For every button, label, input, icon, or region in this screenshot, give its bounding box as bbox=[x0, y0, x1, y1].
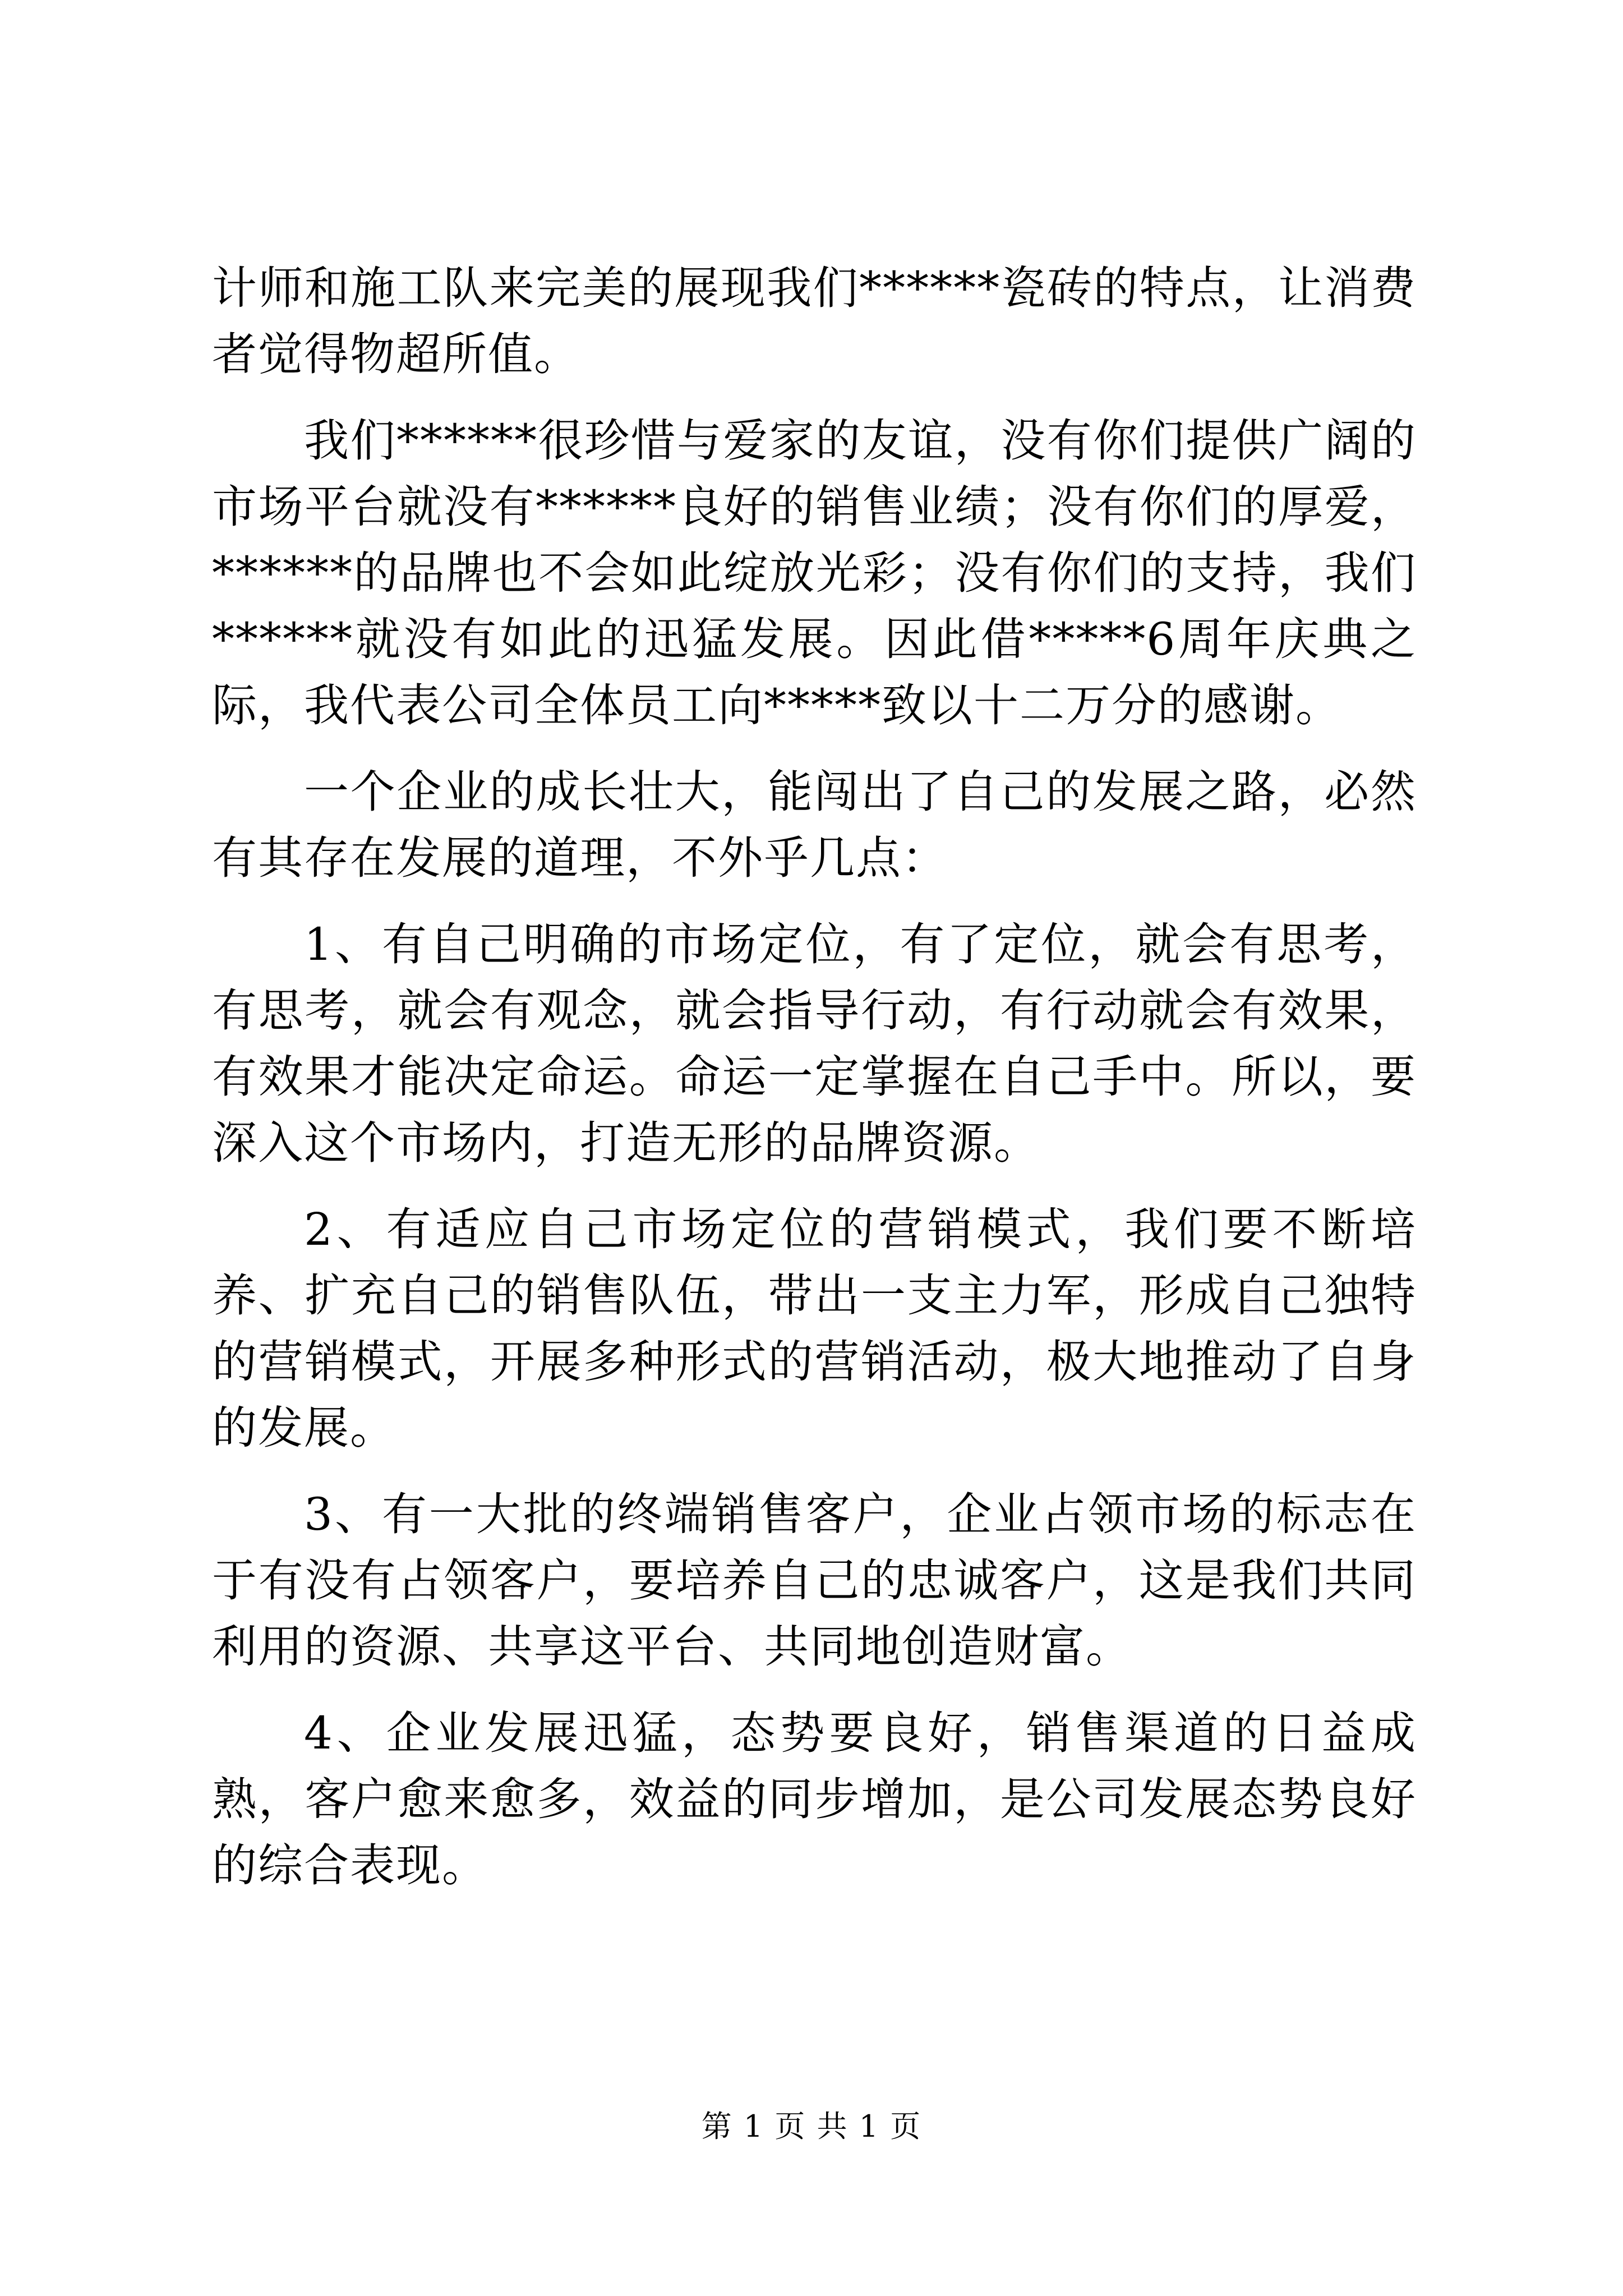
paragraph-2: 我们******很珍惜与爱家的友谊，没有你们提供广阔的市场平台就没有******良好的销售业绩；没有你们的厚爱，******的品牌也不会如此绽放光彩；没有你们的支持，我们******就没有如此的迅猛发展。因此借*****6周年庆典之际，我代表公司全体员工向*****致以十二万分的感谢。 bbox=[212, 415, 1417, 731]
page-number-label: 第 1 页 共 1 页 bbox=[701, 2109, 922, 2144]
document-body bbox=[212, 255, 1417, 1919]
paragraph-3: 一个企业的成长壮大，能闯出了自己的发展之路，必然有其存在发展的道理，不外乎几点： bbox=[212, 766, 1417, 884]
page-footer bbox=[0, 2107, 1623, 2146]
paragraph-6: 3、有一大批的终端销售客户，企业占领市场的标志在于有没有占领客户，要培养自己的忠诚客户，这是我们共同利用的资源、共享这平台、共同地创造财富。 bbox=[212, 1488, 1417, 1673]
paragraph-1: 计师和施工队来完美的展现我们******瓷砖的特点，让消费者觉得物超所值。 bbox=[212, 262, 1417, 380]
paragraph-4: 1、有自己明确的市场定位，有了定位，就会有思考，有思考，就会有观念，就会指导行动，有行动就会有效果，有效果才能决定命运。命运一定掌握在自己手中。所以，要深入这个市场内，打造无形的品牌资源。 bbox=[212, 918, 1417, 1169]
paragraph-5: 2、有适应自己市场定位的营销模式，我们要不断培养、扩充自己的销售队伍，带出一支主力军，形成自己独特的营销模式，开展多种形式的营销活动，极大地推动了自身的发展。 bbox=[212, 1203, 1417, 1454]
paragraph-7: 4、企业发展迅猛，态势要良好，销售渠道的日益成熟，客户愈来愈多，效益的同步增加，是公司发展态势良好的综合表现。 bbox=[212, 1707, 1417, 1892]
